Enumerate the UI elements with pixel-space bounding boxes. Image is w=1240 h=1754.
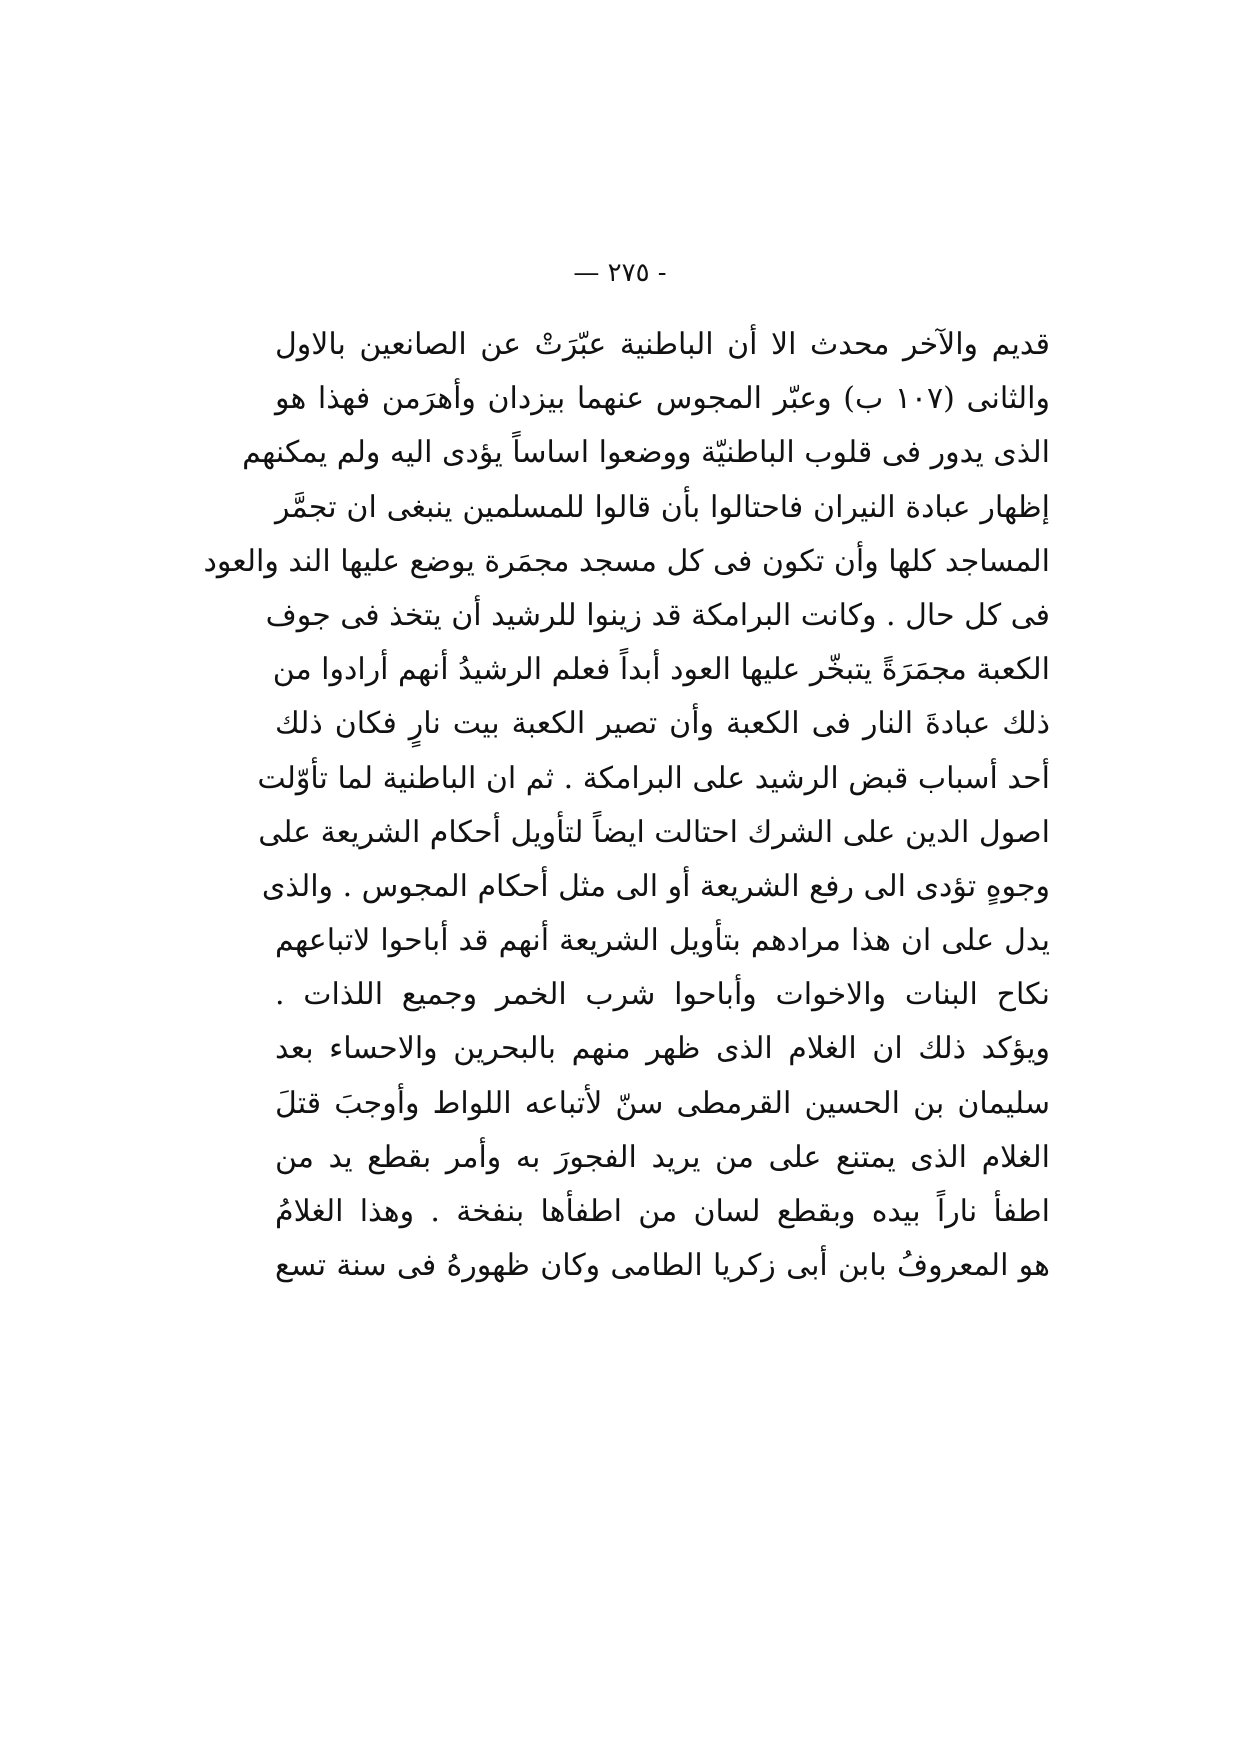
text-line-8: ذلك عبادةَ النار فى الكعبة وأن تصير الكعبة بيت نارٍ فكان ذلك [275,706,1050,742]
text-line-18: هو المعروفُ بابن أبى زكريا الطامى وكان ظهورهُ فى سنة تسع [275,1248,1050,1284]
text-line-13: نكاح البنات والاخوات وأباحوا شرب الخمر وجميع اللذات . [275,977,1050,1013]
body-text [203,318,1050,1293]
text-line-15: سليمان بن الحسين القرمطى سنّ لأتباعه اللواط وأوجبَ قتلَ [275,1085,1050,1121]
text-line-4: إظهار عبادة النيران فاحتالوا بأن قالوا للمسلمين ينبغى ان تجمَّر [275,489,1050,525]
text-line-5: المساجد كلها وأن تكون فى كل مسجد مجمَرة يوضع عليها الند والعود [203,543,1050,579]
text-line-14: ويؤكد ذلك ان الغلام الذى ظهر منهم بالبحرين والاحساء بعد [275,1031,1050,1067]
text-line-16: الغلام الذى يمتنع على من يريد الفجورَ به وأمر بقطع يد من [275,1139,1050,1175]
text-line-2: والثانى (١٠٧ ب) وعبّر المجوس عنهما بيزدان وأهرَمن فهذا هو [275,381,1050,417]
text-line-1: قديم والآخر محدث الا أن الباطنية عبّرَتْ عن الصانعين بالاول [275,327,1050,362]
text-line-6: فى كل حال . وكانت البرامكة قد زينوا للرشيد أن يتخذ فى جوف [265,597,1050,633]
text-line-9: أحد أسباب قبض الرشيد على البرامكة . ثم ان الباطنية لما تأوّلت [257,760,1050,796]
text-line-10: اصول الدين على الشرك احتالت ايضاً لتأويل أحكام الشريعة على [258,814,1050,850]
text-line-3: الذى يدور فى قلوب الباطنيّة ووضعوا اساساً يؤدى اليه ولم يمكنهم [242,435,1050,471]
page-number: — ٢٧٥ - [573,258,667,288]
text-line-11: وجوهٍ تؤدى الى رفع الشريعة أو الى مثل أحكام المجوس . والذى [261,868,1050,904]
text-line-12: يدل على ان هذا مرادهم بتأويل الشريعة أنهم قد أباحوا لاتباعهم [275,923,1050,959]
text-line-17: اطفأ ناراً بيده وبقطع لسان من اطفأها بنفخة . وهذا الغلامُ [275,1194,1050,1229]
text-line-7: الكعبة مجمَرَةً يتبخّر عليها العود أبداً فعلم الرشيدُ أنهم أرادوا من [272,652,1050,688]
